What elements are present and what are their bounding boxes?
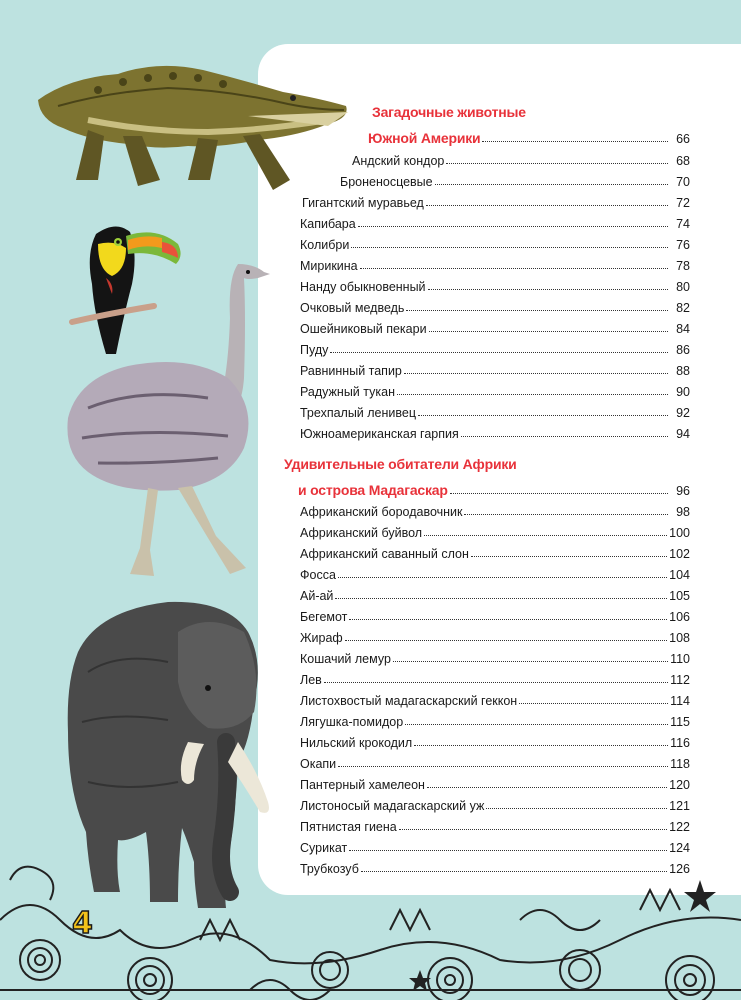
toc-entry[interactable] [300, 273, 690, 293]
toc-entry[interactable] [300, 708, 690, 728]
toc-entry[interactable] [300, 420, 690, 440]
toc-entry-page: 105 [669, 588, 690, 603]
leader-dots [482, 141, 668, 142]
toc-entry-page: 106 [669, 609, 690, 624]
toc-entry-label: Андский кондор [352, 153, 445, 168]
toc-entry[interactable] [300, 294, 690, 314]
toc-entry-page: 108 [669, 630, 690, 645]
toc-entry-label: Броненосцевые [340, 174, 433, 189]
toc-entry-label: Сурикат [300, 840, 348, 855]
toc-entry[interactable] [300, 519, 690, 539]
toc-entry-page: 115 [670, 714, 690, 729]
toc-entry-page: 104 [669, 567, 690, 582]
toc-entry-page: 121 [669, 798, 690, 813]
toc-entry-page: 68 [676, 153, 690, 168]
toc-entry-label: Нильский крокодил [300, 735, 413, 750]
toc-entry[interactable] [302, 189, 690, 209]
toc-entry[interactable] [340, 168, 690, 188]
toc-entry-page: 80 [676, 279, 690, 294]
toc-entry[interactable] [300, 498, 690, 518]
leader-dots [399, 829, 667, 830]
leader-dots [414, 745, 668, 746]
toc-entry[interactable] [300, 750, 690, 770]
toc-entry-label: Ай-ай [300, 588, 334, 603]
toc-entry[interactable] [300, 231, 690, 251]
toc-entry[interactable] [300, 210, 690, 230]
toc-entry-label: Ошейниковый пекари [300, 321, 427, 336]
toc-entry-page: 124 [669, 840, 690, 855]
leader-dots [361, 871, 667, 872]
toc-entry-page: 78 [676, 258, 690, 273]
toc-entry-label: Равнинный тапир [300, 363, 402, 378]
toc-entry[interactable] [300, 687, 690, 707]
toc-entry-label: Очковый медведь [300, 300, 405, 315]
leader-dots [486, 808, 667, 809]
toc-entry[interactable] [300, 666, 690, 686]
leader-dots [360, 268, 668, 269]
leader-dots [406, 310, 668, 311]
leader-dots [450, 493, 668, 494]
toc-entry-label: Трубкозуб [300, 861, 359, 876]
section-title-entry[interactable] [298, 477, 690, 497]
section-title-line2: и острова Мадагаскар [298, 482, 448, 498]
section-title-entry[interactable] [368, 125, 690, 145]
toc-entry-label: Африканский буйвол [300, 525, 423, 540]
toc-entry-label: Африканский бородавочник [300, 504, 463, 519]
leader-dots [519, 703, 668, 704]
leader-dots [405, 724, 668, 725]
page-number: 4 [72, 906, 93, 941]
leader-dots [426, 205, 668, 206]
toc-entry-page: 70 [676, 174, 690, 189]
toc-entry-page: 92 [676, 405, 690, 420]
leader-dots [351, 247, 668, 248]
toc-entry-page: 94 [676, 426, 690, 441]
leader-dots [349, 619, 667, 620]
toc-entry-page: 100 [669, 525, 690, 540]
toc-entry[interactable] [300, 336, 690, 356]
toc-entry[interactable] [300, 834, 690, 854]
leader-dots [349, 850, 667, 851]
toc-entry-label: Колибри [300, 237, 350, 252]
toc-entry[interactable] [352, 147, 690, 167]
toc-entry-label: Мирикина [300, 258, 358, 273]
toc-entry-page: 122 [669, 819, 690, 834]
leader-dots [418, 415, 668, 416]
leader-dots [427, 787, 667, 788]
toc-entry-label: Капибара [300, 216, 356, 231]
toc-entry[interactable] [300, 378, 690, 398]
leader-dots [464, 514, 668, 515]
toc-entry[interactable] [300, 252, 690, 272]
toc-entry-label: Лягушка-помидор [300, 714, 404, 729]
toc-entry-page: 126 [669, 861, 690, 876]
leader-dots [393, 661, 668, 662]
leader-dots [324, 682, 668, 683]
toc-entry-label: Радужный тукан [300, 384, 395, 399]
section-page-number: 96 [676, 483, 690, 498]
leader-dots [338, 766, 668, 767]
toc-entry[interactable] [300, 399, 690, 419]
toc-entry-label: Бегемот [300, 609, 348, 624]
toc-entry-label: Жираф [300, 630, 343, 645]
toc-entry-page: 98 [676, 504, 690, 519]
toc-entry-label: Листоносый мадагаскарский уж [300, 798, 485, 813]
leader-dots [424, 535, 667, 536]
toc-entry-label: Листохвостый мадагаскарский геккон [300, 693, 518, 708]
section-title-line2: Южной Америки [368, 130, 481, 146]
toc-entry-page: 120 [669, 777, 690, 792]
toc-entry[interactable] [300, 729, 690, 749]
toc-entry-label: Нанду обыкновенный [300, 279, 426, 294]
toc-entry-label: Пантерный хамелеон [300, 777, 425, 792]
toc-entry-label: Фосса [300, 567, 336, 582]
toc-entry-page: 110 [670, 651, 690, 666]
toc-entry-page: 86 [676, 342, 690, 357]
toc-entry-label: Лев [300, 672, 322, 687]
leader-dots [330, 352, 668, 353]
toc-entry[interactable] [300, 624, 690, 644]
toc-entry-label: Окапи [300, 756, 337, 771]
section-page-number: 66 [676, 131, 690, 146]
leader-dots [404, 373, 668, 374]
toc-entry-label: Гигантский муравьед [302, 195, 424, 210]
section-title-line1: Загадочные животные [372, 104, 526, 120]
toc-entry-page: 116 [670, 735, 690, 750]
toc-entry[interactable] [300, 561, 690, 581]
leader-dots [471, 556, 667, 557]
toc-entry-label: Кошачий лемур [300, 651, 391, 666]
toc-entry-page: 90 [676, 384, 690, 399]
leader-dots [429, 331, 668, 332]
toc-entry-page: 114 [670, 693, 690, 708]
toc-entry-page: 76 [676, 237, 690, 252]
leader-dots [461, 436, 668, 437]
toc-entry-page: 88 [676, 363, 690, 378]
toc-entry-label: Южноамериканская гарпия [300, 426, 459, 441]
toc-entry-page: 102 [669, 546, 690, 561]
section-title-line1: Удивительные обитатели Африки [284, 456, 517, 472]
leader-dots [428, 289, 668, 290]
leader-dots [446, 163, 668, 164]
toc-entry-label: Трехпалый ленивец [300, 405, 417, 420]
leader-dots [338, 577, 667, 578]
leader-dots [397, 394, 668, 395]
toc-entry[interactable] [300, 315, 690, 335]
leader-dots [335, 598, 667, 599]
leader-dots [435, 184, 668, 185]
leader-dots [358, 226, 668, 227]
toc-entry[interactable] [300, 357, 690, 377]
toc-entry[interactable] [300, 813, 690, 833]
toc-entry-page: 72 [676, 195, 690, 210]
toc-entry[interactable] [300, 540, 690, 560]
toc-entry-page: 82 [676, 300, 690, 315]
toc-entry-page: 84 [676, 321, 690, 336]
toc-entry[interactable] [300, 792, 690, 812]
leader-dots [345, 640, 667, 641]
toc-entry-page: 118 [670, 756, 690, 771]
toc-entry[interactable] [300, 645, 690, 665]
toc-entry[interactable] [300, 855, 690, 875]
toc-entry[interactable] [300, 582, 690, 602]
toc-entry-page: 74 [676, 216, 690, 231]
toc-entry-label: Пятнистая гиена [300, 819, 397, 834]
toc-entry[interactable] [300, 771, 690, 791]
toc-entry-label: Пуду [300, 342, 329, 357]
toc-entry-page: 112 [670, 672, 690, 687]
toc-entry[interactable] [300, 603, 690, 623]
toc-entry-label: Африканский саванный слон [300, 546, 469, 561]
